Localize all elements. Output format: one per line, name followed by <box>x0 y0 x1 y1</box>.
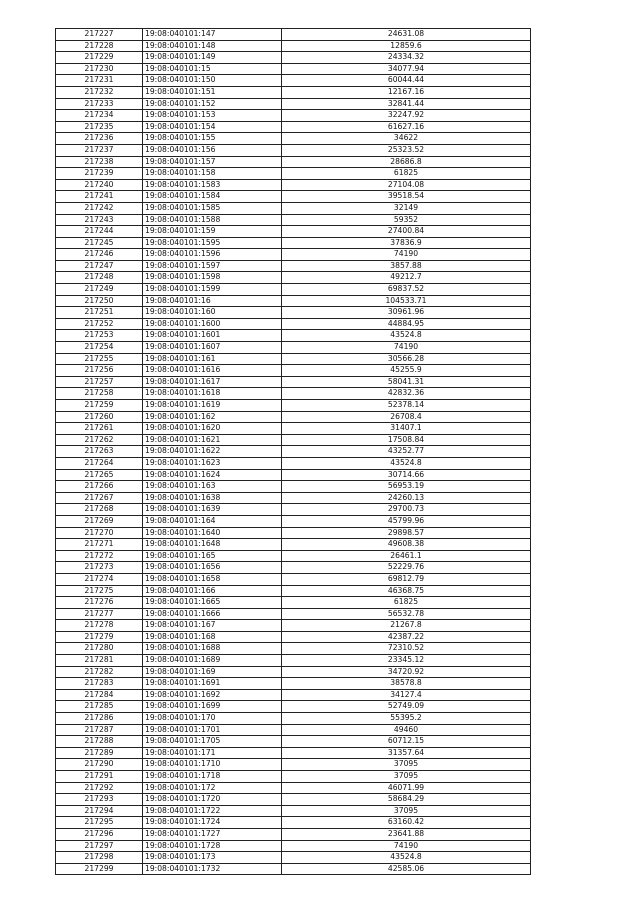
table-body <box>56 29 531 875</box>
cadastral-number-cell: 19:08:040101:1595 <box>143 237 282 249</box>
row-id-cell: 217241 <box>56 191 143 203</box>
table-row <box>56 63 531 75</box>
table-row <box>56 376 531 388</box>
table-row <box>56 29 531 41</box>
table-row <box>56 40 531 52</box>
value-cell: 52378.14 <box>282 400 531 412</box>
row-id-cell: 217252 <box>56 318 143 330</box>
table-row <box>56 481 531 493</box>
table-row <box>56 666 531 678</box>
row-id-cell: 217281 <box>56 655 143 667</box>
row-id-cell: 217277 <box>56 608 143 620</box>
row-id-cell: 217249 <box>56 284 143 296</box>
row-id-cell: 217287 <box>56 724 143 736</box>
table-row <box>56 562 531 574</box>
row-id-cell: 217269 <box>56 515 143 527</box>
row-id-cell: 217245 <box>56 237 143 249</box>
row-id-cell: 217282 <box>56 666 143 678</box>
cadastral-number-cell: 19:08:040101:165 <box>143 550 282 562</box>
cadastral-number-cell: 19:08:040101:1656 <box>143 562 282 574</box>
value-cell: 104533.71 <box>282 295 531 307</box>
table-row <box>56 342 531 354</box>
cadastral-number-cell: 19:08:040101:1597 <box>143 260 282 272</box>
table-row <box>56 144 531 156</box>
value-cell: 27104.08 <box>282 179 531 191</box>
row-id-cell: 217250 <box>56 295 143 307</box>
table-row <box>56 631 531 643</box>
row-id-cell: 217246 <box>56 249 143 261</box>
row-id-cell: 217242 <box>56 202 143 214</box>
cadastral-number-cell: 19:08:040101:1640 <box>143 527 282 539</box>
cadastral-number-cell: 19:08:040101:1720 <box>143 794 282 806</box>
row-id-cell: 217230 <box>56 63 143 75</box>
value-cell: 23641.88 <box>282 828 531 840</box>
cadastral-number-cell: 19:08:040101:1607 <box>143 342 282 354</box>
row-id-cell: 217247 <box>56 260 143 272</box>
value-cell: 43524.8 <box>282 852 531 864</box>
row-id-cell: 217232 <box>56 86 143 98</box>
cadastral-number-cell: 19:08:040101:168 <box>143 631 282 643</box>
row-id-cell: 217255 <box>56 353 143 365</box>
row-id-cell: 217244 <box>56 226 143 238</box>
value-cell: 27400.84 <box>282 226 531 238</box>
value-cell: 37095 <box>282 759 531 771</box>
value-cell: 37836.9 <box>282 237 531 249</box>
row-id-cell: 217299 <box>56 863 143 875</box>
cadastral-number-cell: 19:08:040101:157 <box>143 156 282 168</box>
cadastral-number-cell: 19:08:040101:151 <box>143 86 282 98</box>
cadastral-number-cell: 19:08:040101:147 <box>143 29 282 41</box>
value-cell: 60044.44 <box>282 75 531 87</box>
value-cell: 34622 <box>282 133 531 145</box>
table-row <box>56 585 531 597</box>
value-cell: 34127.4 <box>282 689 531 701</box>
row-id-cell: 217265 <box>56 469 143 481</box>
value-cell: 42387.22 <box>282 631 531 643</box>
cadastral-number-cell: 19:08:040101:1619 <box>143 400 282 412</box>
value-cell: 49608.38 <box>282 539 531 551</box>
value-cell: 23345.12 <box>282 655 531 667</box>
value-cell: 45799.96 <box>282 515 531 527</box>
value-cell: 34720.92 <box>282 666 531 678</box>
cadastral-number-cell: 19:08:040101:169 <box>143 666 282 678</box>
value-cell: 42832.36 <box>282 388 531 400</box>
row-id-cell: 217291 <box>56 771 143 783</box>
row-id-cell: 217285 <box>56 701 143 713</box>
cadastral-number-cell: 19:08:040101:163 <box>143 481 282 493</box>
cadastral-number-cell: 19:08:040101:158 <box>143 168 282 180</box>
table-row <box>56 539 531 551</box>
value-cell: 39518.54 <box>282 191 531 203</box>
cadastral-number-cell: 19:08:040101:154 <box>143 121 282 133</box>
value-cell: 74190 <box>282 249 531 261</box>
value-cell: 74190 <box>282 840 531 852</box>
value-cell: 31407.1 <box>282 423 531 435</box>
table-row <box>56 284 531 296</box>
value-cell: 32841.44 <box>282 98 531 110</box>
table-row <box>56 736 531 748</box>
cadastral-number-cell: 19:08:040101:15 <box>143 63 282 75</box>
value-cell: 3857.88 <box>282 260 531 272</box>
value-cell: 60712.15 <box>282 736 531 748</box>
cadastral-number-cell: 19:08:040101:1638 <box>143 492 282 504</box>
cadastral-number-cell: 19:08:040101:172 <box>143 782 282 794</box>
table-row <box>56 805 531 817</box>
cadastral-number-cell: 19:08:040101:156 <box>143 144 282 156</box>
value-cell: 26708.4 <box>282 411 531 423</box>
value-cell: 17508.84 <box>282 434 531 446</box>
value-cell: 55395.2 <box>282 713 531 725</box>
row-id-cell: 217286 <box>56 713 143 725</box>
cadastral-number-cell: 19:08:040101:1596 <box>143 249 282 261</box>
cadastral-number-cell: 19:08:040101:1601 <box>143 330 282 342</box>
value-cell: 37095 <box>282 771 531 783</box>
table-row <box>56 782 531 794</box>
value-cell: 46071.99 <box>282 782 531 794</box>
cadastral-number-cell: 19:08:040101:1585 <box>143 202 282 214</box>
table-row <box>56 307 531 319</box>
table-row <box>56 550 531 562</box>
row-id-cell: 217243 <box>56 214 143 226</box>
cadastral-number-cell: 19:08:040101:1621 <box>143 434 282 446</box>
row-id-cell: 217240 <box>56 179 143 191</box>
row-id-cell: 217270 <box>56 527 143 539</box>
row-id-cell: 217276 <box>56 597 143 609</box>
table-row <box>56 98 531 110</box>
row-id-cell: 217283 <box>56 678 143 690</box>
cadastral-number-cell: 19:08:040101:153 <box>143 110 282 122</box>
cadastral-number-cell: 19:08:040101:160 <box>143 307 282 319</box>
cadastral-number-cell: 19:08:040101:1620 <box>143 423 282 435</box>
value-cell: 58684.29 <box>282 794 531 806</box>
value-cell: 61825 <box>282 597 531 609</box>
cadastral-number-cell: 19:08:040101:171 <box>143 747 282 759</box>
row-id-cell: 217229 <box>56 52 143 64</box>
table-row <box>56 330 531 342</box>
value-cell: 56532.78 <box>282 608 531 620</box>
table-row <box>56 689 531 701</box>
value-cell: 26461.1 <box>282 550 531 562</box>
cadastral-number-cell: 19:08:040101:1624 <box>143 469 282 481</box>
row-id-cell: 217237 <box>56 144 143 156</box>
table-row <box>56 759 531 771</box>
value-cell: 44884.95 <box>282 318 531 330</box>
value-cell: 28686.8 <box>282 156 531 168</box>
value-cell: 12859.6 <box>282 40 531 52</box>
cadastral-number-cell: 19:08:040101:1732 <box>143 863 282 875</box>
value-cell: 29700.73 <box>282 504 531 516</box>
table-row <box>56 840 531 852</box>
row-id-cell: 217264 <box>56 457 143 469</box>
cadastral-number-cell: 19:08:040101:16 <box>143 295 282 307</box>
row-id-cell: 217248 <box>56 272 143 284</box>
row-id-cell: 217251 <box>56 307 143 319</box>
cadastral-number-cell: 19:08:040101:1701 <box>143 724 282 736</box>
row-id-cell: 217259 <box>56 400 143 412</box>
cadastral-number-cell: 19:08:040101:1617 <box>143 376 282 388</box>
row-id-cell: 217273 <box>56 562 143 574</box>
table-row <box>56 527 531 539</box>
row-id-cell: 217275 <box>56 585 143 597</box>
row-id-cell: 217298 <box>56 852 143 864</box>
cadastral-number-cell: 19:08:040101:1639 <box>143 504 282 516</box>
row-id-cell: 217257 <box>56 376 143 388</box>
cadastral-number-cell: 19:08:040101:1699 <box>143 701 282 713</box>
row-id-cell: 217272 <box>56 550 143 562</box>
cadastral-number-cell: 19:08:040101:1689 <box>143 655 282 667</box>
cadastral-number-cell: 19:08:040101:1623 <box>143 457 282 469</box>
table-row <box>56 365 531 377</box>
row-id-cell: 217261 <box>56 423 143 435</box>
value-cell: 25323.52 <box>282 144 531 156</box>
cadastral-number-cell: 19:08:040101:1622 <box>143 446 282 458</box>
table-row <box>56 608 531 620</box>
row-id-cell: 217227 <box>56 29 143 41</box>
table-row <box>56 226 531 238</box>
value-cell: 30961.96 <box>282 307 531 319</box>
value-cell: 52229.76 <box>282 562 531 574</box>
table-row <box>56 318 531 330</box>
value-cell: 34077.94 <box>282 63 531 75</box>
table-row <box>56 202 531 214</box>
value-cell: 52749.09 <box>282 701 531 713</box>
cadastral-number-cell: 19:08:040101:155 <box>143 133 282 145</box>
value-cell: 46368.75 <box>282 585 531 597</box>
table-row <box>56 446 531 458</box>
value-cell: 61627.16 <box>282 121 531 133</box>
cadastral-number-cell: 19:08:040101:1618 <box>143 388 282 400</box>
row-id-cell: 217271 <box>56 539 143 551</box>
table-row <box>56 434 531 446</box>
value-cell: 63160.42 <box>282 817 531 829</box>
table-row <box>56 295 531 307</box>
cadastral-number-cell: 19:08:040101:1722 <box>143 805 282 817</box>
cadastral-number-cell: 19:08:040101:1705 <box>143 736 282 748</box>
value-cell: 45255.9 <box>282 365 531 377</box>
cadastral-number-cell: 19:08:040101:164 <box>143 515 282 527</box>
cadastral-number-cell: 19:08:040101:1598 <box>143 272 282 284</box>
row-id-cell: 217288 <box>56 736 143 748</box>
table-row <box>56 353 531 365</box>
value-cell: 49460 <box>282 724 531 736</box>
cadastral-number-cell: 19:08:040101:1665 <box>143 597 282 609</box>
cadastral-number-cell: 19:08:040101:148 <box>143 40 282 52</box>
value-cell: 72310.52 <box>282 643 531 655</box>
row-id-cell: 217233 <box>56 98 143 110</box>
table-row <box>56 191 531 203</box>
row-id-cell: 217290 <box>56 759 143 771</box>
table-row <box>56 249 531 261</box>
cadastral-number-cell: 19:08:040101:1691 <box>143 678 282 690</box>
row-id-cell: 217279 <box>56 631 143 643</box>
table-row <box>56 515 531 527</box>
cadastral-number-cell: 19:08:040101:1658 <box>143 573 282 585</box>
table-row <box>56 492 531 504</box>
row-id-cell: 217295 <box>56 817 143 829</box>
cadastral-number-cell: 19:08:040101:1718 <box>143 771 282 783</box>
row-id-cell: 217258 <box>56 388 143 400</box>
table-row <box>56 272 531 284</box>
row-id-cell: 217236 <box>56 133 143 145</box>
value-cell: 30714.66 <box>282 469 531 481</box>
cadastral-number-cell: 19:08:040101:1728 <box>143 840 282 852</box>
value-cell: 56953.19 <box>282 481 531 493</box>
table-row <box>56 133 531 145</box>
value-cell: 29898.57 <box>282 527 531 539</box>
value-cell: 49212.7 <box>282 272 531 284</box>
table-row <box>56 179 531 191</box>
table-row <box>56 52 531 64</box>
table-row <box>56 86 531 98</box>
row-id-cell: 217280 <box>56 643 143 655</box>
table-row <box>56 724 531 736</box>
cadastral-number-cell: 19:08:040101:1599 <box>143 284 282 296</box>
cadastral-number-cell: 19:08:040101:166 <box>143 585 282 597</box>
table-row <box>56 423 531 435</box>
table-row <box>56 701 531 713</box>
cadastral-number-cell: 19:08:040101:162 <box>143 411 282 423</box>
cadastral-number-cell: 19:08:040101:1648 <box>143 539 282 551</box>
table-row <box>56 457 531 469</box>
table-row <box>56 620 531 632</box>
cadastral-number-cell: 19:08:040101:1692 <box>143 689 282 701</box>
cadastral-number-cell: 19:08:040101:150 <box>143 75 282 87</box>
value-cell: 43524.8 <box>282 457 531 469</box>
row-id-cell: 217268 <box>56 504 143 516</box>
table-row <box>56 828 531 840</box>
table-row <box>56 400 531 412</box>
cadastral-number-cell: 19:08:040101:1616 <box>143 365 282 377</box>
table-row <box>56 504 531 516</box>
cadastral-number-cell: 19:08:040101:152 <box>143 98 282 110</box>
row-id-cell: 217292 <box>56 782 143 794</box>
table-row <box>56 852 531 864</box>
row-id-cell: 217296 <box>56 828 143 840</box>
table-row <box>56 168 531 180</box>
data-table <box>55 28 531 875</box>
cadastral-number-cell: 19:08:040101:173 <box>143 852 282 864</box>
value-cell: 24631.08 <box>282 29 531 41</box>
value-cell: 12167.16 <box>282 86 531 98</box>
row-id-cell: 217262 <box>56 434 143 446</box>
table-row <box>56 260 531 272</box>
table-row <box>56 713 531 725</box>
row-id-cell: 217294 <box>56 805 143 817</box>
value-cell: 58041.31 <box>282 376 531 388</box>
table-row <box>56 214 531 226</box>
row-id-cell: 217234 <box>56 110 143 122</box>
value-cell: 69837.52 <box>282 284 531 296</box>
row-id-cell: 217274 <box>56 573 143 585</box>
cadastral-number-cell: 19:08:040101:149 <box>143 52 282 64</box>
cadastral-number-cell: 19:08:040101:1688 <box>143 643 282 655</box>
row-id-cell: 217266 <box>56 481 143 493</box>
table-row <box>56 469 531 481</box>
cadastral-number-cell: 19:08:040101:1600 <box>143 318 282 330</box>
cadastral-number-cell: 19:08:040101:1583 <box>143 179 282 191</box>
value-cell: 21267.8 <box>282 620 531 632</box>
row-id-cell: 217297 <box>56 840 143 852</box>
cadastral-number-cell: 19:08:040101:1727 <box>143 828 282 840</box>
table-row <box>56 863 531 875</box>
table-row <box>56 771 531 783</box>
row-id-cell: 217254 <box>56 342 143 354</box>
table-row <box>56 643 531 655</box>
table-row <box>56 237 531 249</box>
cadastral-number-cell: 19:08:040101:1588 <box>143 214 282 226</box>
table-row <box>56 573 531 585</box>
cadastral-number-cell: 19:08:040101:1724 <box>143 817 282 829</box>
cadastral-number-cell: 19:08:040101:159 <box>143 226 282 238</box>
table-row <box>56 678 531 690</box>
table-row <box>56 75 531 87</box>
cadastral-number-cell: 19:08:040101:1584 <box>143 191 282 203</box>
value-cell: 30566.28 <box>282 353 531 365</box>
cadastral-number-cell: 19:08:040101:1666 <box>143 608 282 620</box>
row-id-cell: 217267 <box>56 492 143 504</box>
table-row <box>56 121 531 133</box>
table-row <box>56 817 531 829</box>
value-cell: 59352 <box>282 214 531 226</box>
table-row <box>56 388 531 400</box>
table-row <box>56 110 531 122</box>
value-cell: 37095 <box>282 805 531 817</box>
value-cell: 32149 <box>282 202 531 214</box>
value-cell: 69812.79 <box>282 573 531 585</box>
table-row <box>56 156 531 168</box>
row-id-cell: 217239 <box>56 168 143 180</box>
table-row <box>56 747 531 759</box>
row-id-cell: 217284 <box>56 689 143 701</box>
cadastral-number-cell: 19:08:040101:161 <box>143 353 282 365</box>
value-cell: 43252.77 <box>282 446 531 458</box>
cadastral-number-cell: 19:08:040101:170 <box>143 713 282 725</box>
table-row <box>56 411 531 423</box>
row-id-cell: 217278 <box>56 620 143 632</box>
row-id-cell: 217231 <box>56 75 143 87</box>
value-cell: 31357.64 <box>282 747 531 759</box>
row-id-cell: 217238 <box>56 156 143 168</box>
value-cell: 61825 <box>282 168 531 180</box>
row-id-cell: 217253 <box>56 330 143 342</box>
cadastral-number-cell: 19:08:040101:167 <box>143 620 282 632</box>
value-cell: 24334.32 <box>282 52 531 64</box>
table-row <box>56 597 531 609</box>
value-cell: 42585.06 <box>282 863 531 875</box>
table-row <box>56 794 531 806</box>
cadastral-number-cell: 19:08:040101:1710 <box>143 759 282 771</box>
value-cell: 24260.13 <box>282 492 531 504</box>
value-cell: 32247.92 <box>282 110 531 122</box>
value-cell: 38578.8 <box>282 678 531 690</box>
row-id-cell: 217228 <box>56 40 143 52</box>
row-id-cell: 217289 <box>56 747 143 759</box>
value-cell: 74190 <box>282 342 531 354</box>
row-id-cell: 217260 <box>56 411 143 423</box>
row-id-cell: 217263 <box>56 446 143 458</box>
row-id-cell: 217235 <box>56 121 143 133</box>
table-row <box>56 655 531 667</box>
row-id-cell: 217256 <box>56 365 143 377</box>
row-id-cell: 217293 <box>56 794 143 806</box>
value-cell: 43524.8 <box>282 330 531 342</box>
